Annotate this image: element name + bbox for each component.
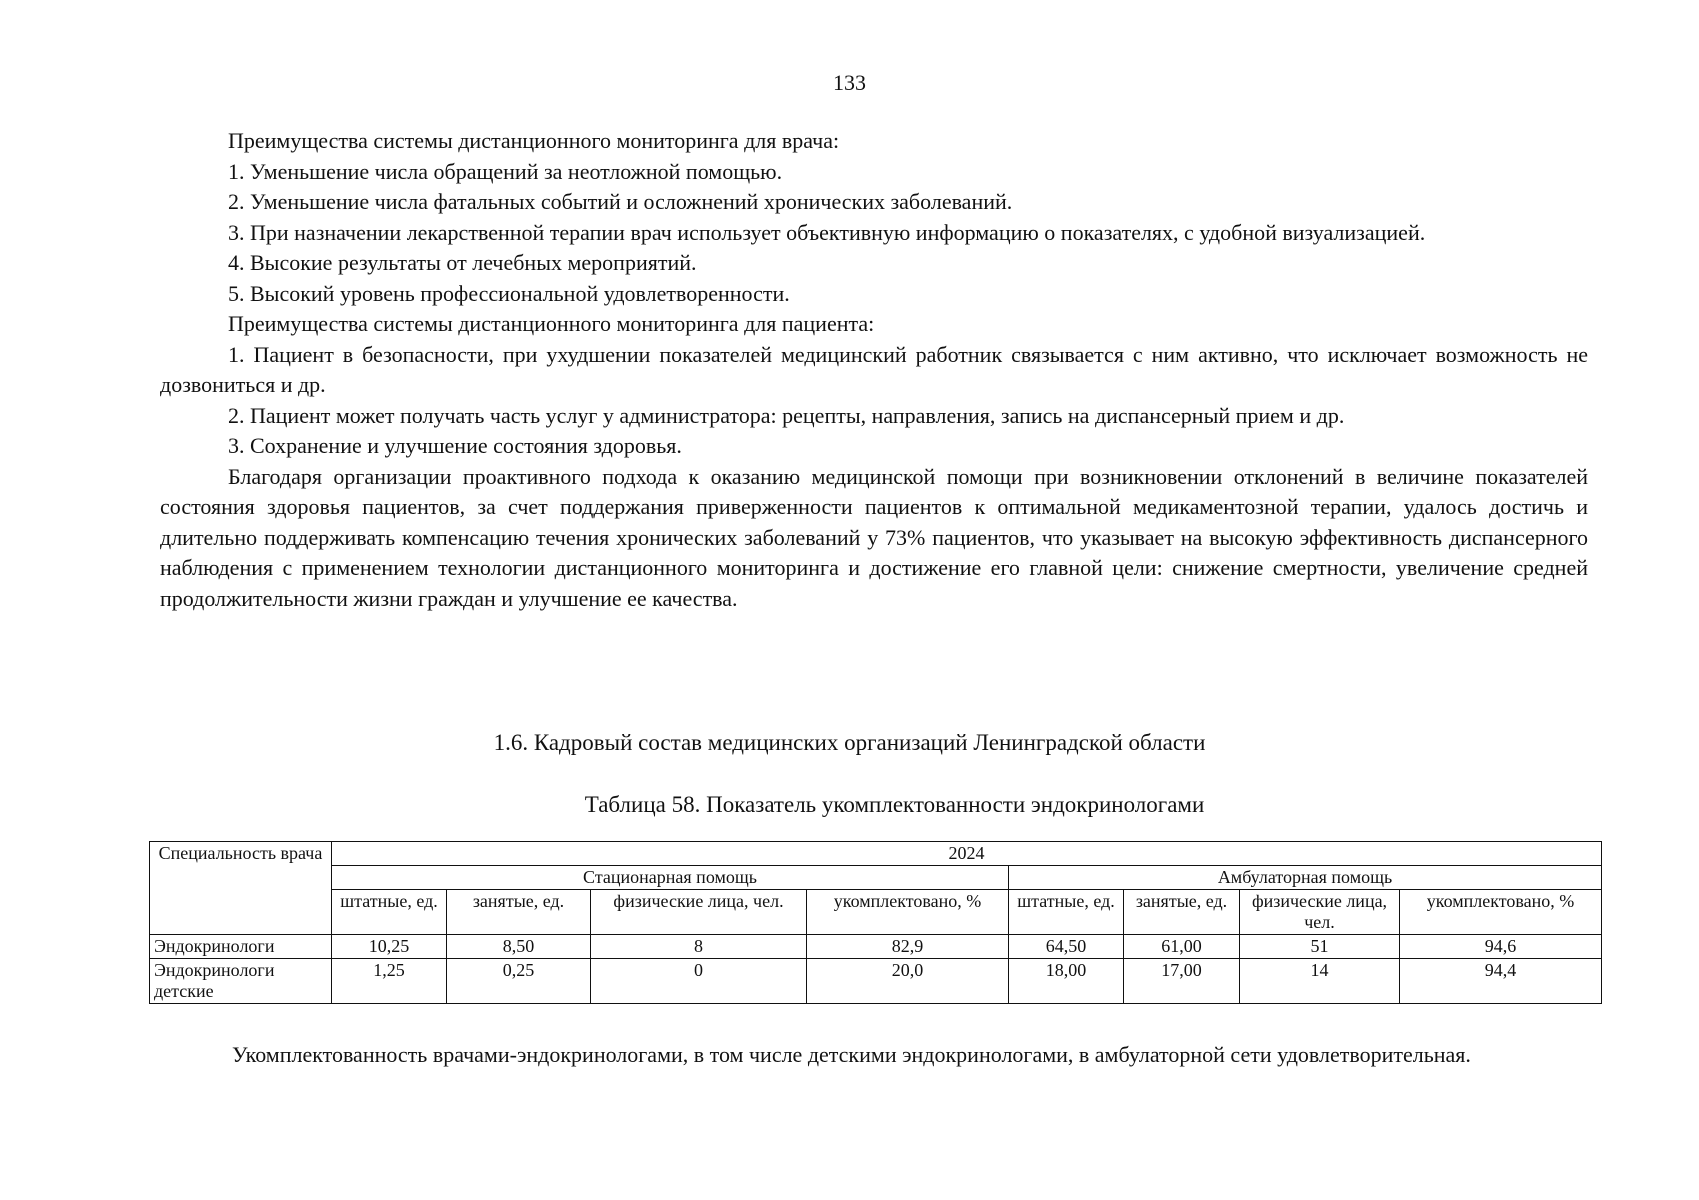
paragraph-doctor-benefit-5: 5. Высокий уровень профессиональной удовлетворенности. xyxy=(228,280,790,306)
column-header: физические лица, чел. xyxy=(591,890,807,935)
paragraph-doctor-benefits-heading: Преимущества системы дистанционного мониторинга для врача: xyxy=(228,128,840,153)
table-cell: 82,9 xyxy=(807,935,1009,959)
table-cell: 61,00 xyxy=(1124,935,1240,959)
paragraph-patient-benefits-heading: Преимущества системы дистанционного мониторинга для пациента: xyxy=(228,311,875,336)
header-specialty: Специальность врача xyxy=(150,842,332,935)
table-cell: 18,00 xyxy=(1009,959,1124,1004)
column-header: штатные, ед. xyxy=(332,890,447,935)
row-specialty: Эндокринологи xyxy=(150,935,332,959)
column-header: штатные, ед. xyxy=(1009,890,1124,935)
paragraph-doctor-benefit-1: 1. Уменьшение числа обращений за неотложной помощью. xyxy=(228,158,783,184)
conclusion-paragraph: Укомплектованность врачами-эндокринологами, в том числе детскими эндокринологами, в амбулаторной сети удовлетворительная. xyxy=(232,1042,1471,1067)
paragraph-patient-benefit-1: 1. Пациент в безопасности, при ухудшении показателей медицинский работник связывается с ним активно, что исключает возможность не дозвониться и др. xyxy=(160,341,1588,397)
table-caption: Таблица 58. Показатель укомплектованности эндокринологами xyxy=(584,792,1205,817)
paragraph-patient-benefit-2: 2. Пациент может получать часть услуг у администратора: рецепты, направления, запись на диспансерный прием и др. xyxy=(228,402,1345,428)
paragraph-doctor-benefit-2: 2. Уменьшение числа фатальных событий и осложнений хронических заболеваний. xyxy=(228,189,1013,214)
table-cell: 10,25 xyxy=(332,935,447,959)
row-specialty: Эндокринологи детские xyxy=(150,959,332,1004)
table-cell: 0 xyxy=(591,959,807,1004)
body-text xyxy=(160,126,1588,614)
table-header-row-groups xyxy=(150,866,1602,890)
table-cell: 20,0 xyxy=(807,959,1009,1004)
table-cell: 1,25 xyxy=(332,959,447,1004)
header-inpatient: Стационарная помощь xyxy=(332,866,1009,890)
table-cell: 8,50 xyxy=(447,935,591,959)
table-cell: 94,4 xyxy=(1400,959,1602,1004)
paragraph-patient-benefit-3: 3. Сохранение и улучшение состояния здоровья. xyxy=(228,433,682,458)
paragraph-summary: Благодаря организации проактивного подхода к оказанию медицинской помощи при возникновении отклонений в величине показателей состояния здоровья пациентов, за счет поддержания приверженности пациентов к оптимальной медикаментозной терапии, удалось достичь и длительно поддерживать компенсацию течения хронических заболеваний у 73% пациентов, что указывает на высокую эффективность диспансерного наблюдения с применением технологии дистанционного мониторинга и достижение его главной цели: снижение смертности, увеличение средней продолжительности жизни граждан и улучшение ее качества. xyxy=(160,463,1588,611)
conclusion-text xyxy=(160,1040,1588,1071)
table-cell: 51 xyxy=(1240,935,1400,959)
table-row xyxy=(150,959,1602,1004)
table-cell: 0,25 xyxy=(447,959,591,1004)
header-outpatient: Амбулаторная помощь xyxy=(1009,866,1602,890)
table-cell: 94,6 xyxy=(1400,935,1602,959)
table-header-row-columns xyxy=(150,890,1602,935)
table-cell: 17,00 xyxy=(1124,959,1240,1004)
column-header: укомплектовано, % xyxy=(1400,890,1602,935)
header-year: 2024 xyxy=(332,842,1602,866)
table-cell: 8 xyxy=(591,935,807,959)
staffing-table xyxy=(149,841,1602,1004)
column-header: укомплектовано, % xyxy=(807,890,1009,935)
page-number: 133 xyxy=(833,70,866,95)
table-row xyxy=(150,935,1602,959)
section-heading: 1.6. Кадровый состав медицинских организаций Ленинградской области xyxy=(493,730,1206,755)
column-header: занятые, ед. xyxy=(447,890,591,935)
table-header-row-year xyxy=(150,842,1602,866)
table-cell: 14 xyxy=(1240,959,1400,1004)
column-header: занятые, ед. xyxy=(1124,890,1240,935)
table-cell: 64,50 xyxy=(1009,935,1124,959)
paragraph-doctor-benefit-3: 3. При назначении лекарственной терапии врач использует объективную информацию о показателях, с удобной визуализацией. xyxy=(228,219,1426,245)
column-header: физические лица, чел. xyxy=(1240,890,1400,935)
paragraph-doctor-benefit-4: 4. Высокие результаты от лечебных мероприятий. xyxy=(228,250,697,275)
